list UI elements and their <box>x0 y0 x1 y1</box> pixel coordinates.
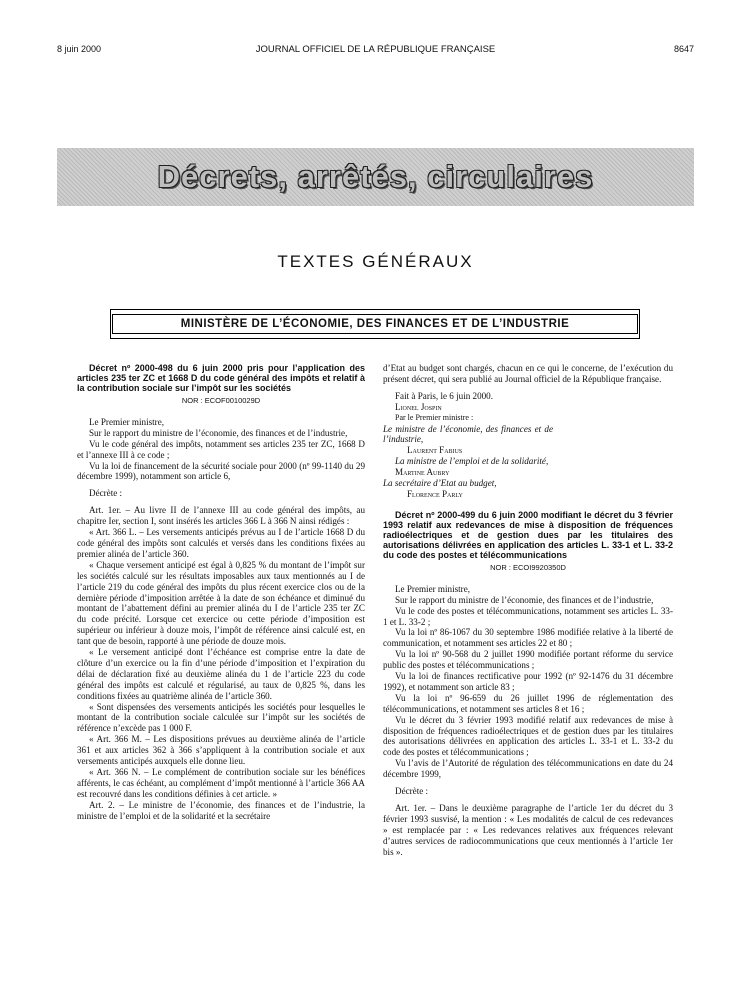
min-eco-title: Le ministre de l’économie, des finances et de l’industrie, <box>383 423 553 445</box>
sec-budget-title: La secrétaire d’Etat au budget, <box>383 478 497 489</box>
decree1-decrete: Décrète : <box>89 488 123 499</box>
decree1-article: Art. 1er. – Au livre II de l’annexe III au code général des impôts, au chapitre Ier, section I, sont insérés les articles 366 L à 366 N ainsi rédigés : <box>77 505 365 527</box>
decree2-nor: NOR : ECOI9920350D <box>490 562 566 572</box>
decree1-para: « Art. 366 M. – Les dispositions prévues au deuxième alinéa de l’article 361 et aux articles 362 à 366 s’appliquent à la contribution sociale et aux versements anticipés auxquels elle donne lieu. <box>77 734 365 767</box>
decree2-article: Art. 1er. – Dans le deuxième paragraphe de l’article 1er du décret du 3 février 1993 susvisé, la mention : « Les modalités de calcul de ces redevances » est remplacée par : « Les redevances relatives aux fréquences relevant d’autres services de radiocommunications que ceux mentionnés à l’article 1er bis ». <box>383 803 673 857</box>
min-emploi-name: Martine Aubry <box>395 467 450 478</box>
decree2-para: Le Premier ministre, <box>395 583 471 594</box>
ministry-name: MINISTÈRE DE L’ÉCONOMIE, DES FINANCES ET DE L’INDUSTRIE <box>112 314 638 334</box>
decree1-para: Le Premier ministre, <box>89 416 165 427</box>
section-banner <box>57 148 694 206</box>
right-column <box>383 363 673 858</box>
decree1-continuation: d’Etat au budget sont chargés, chacun en ce qui le concerne, de l’exécution du présent décret, qui sera publié au Journal officiel de la République française. <box>383 363 673 384</box>
decree1-done: Fait à Paris, le 6 juin 2000. <box>395 390 494 401</box>
decree1-para: Vu la loi de financement de la sécurité sociale pour 2000 (nº 99-1140 du 29 décembre 1999), notamment son article 6, <box>77 460 365 482</box>
decree2-para: Vu le code des postes et télécommunications, notamment ses articles L. 33-1 et L. 33-2 ; <box>383 605 673 627</box>
decree1-para: Sur le rapport du ministre de l’économie, des finances et de l’industrie, <box>89 427 348 438</box>
decree2-para: Vu la loi nº 86-1067 du 30 septembre 1986 modifiée relative à la liberté de communication, et notamment ses articles 22 et 80 ; <box>383 627 673 649</box>
decree1-para: Vu le code général des impôts, notamment ses articles 235 ter ZC, 1668 D et l’annexe III à ce code ; <box>77 438 365 460</box>
decree1-para: « Art. 366 L. – Les versements anticipés prévus au I de l’article 1668 D du code général des impôts sont calculés et versés dans les conditions fixées au premier alinéa de l’article 360. <box>77 527 365 559</box>
ministry-box <box>110 309 640 339</box>
header-journal-title: JOURNAL OFFICIEL DE LA RÉPUBLIQUE FRANÇAISE <box>255 44 496 55</box>
decree2-para: Vu la loi nº 96-659 du 26 juillet 1996 de réglementation des télécommunications, et notamment ses articles 8 et 16 ; <box>383 692 673 714</box>
left-column <box>77 363 365 822</box>
decree1-para: « Le versement anticipé dont l’échéance est comprise entre la date de clôture d’un exercice ou la fin d’une période d’imposition et l’expiration du délai de déclaration fixé au deuxième alinéa du 1 de l’article 223 du code général des impôts est calculé et régularisé, au taux de 0,825 %, dans les conditions fixées au quatrième alinéa de l’article 360. <box>77 647 365 701</box>
header-date: 8 juin 2000 <box>57 44 102 54</box>
decree2-decrete: Décrète : <box>395 786 429 797</box>
banner-title: Décrets, arrêtés, circulaires <box>157 159 594 194</box>
decree2-para: Vu l’avis de l’Autorité de régulation des télécommunications en date du 24 décembre 1999, <box>383 758 673 780</box>
by-pm-label: Par le Premier ministre : <box>395 412 474 422</box>
header-page-number: 8647 <box>673 44 694 54</box>
signatory-pm: Lionel Jospin <box>395 401 442 412</box>
sec-budget-name: Florence Parly <box>407 488 463 499</box>
section-title: TEXTES GÉNÉRAUX <box>277 252 474 271</box>
decree1-title: Décret nº 2000-498 du 6 juin 2000 pris pour l’application des articles 235 ter ZC et 1668 D du code général des impôts et relatif à la contribution sociale sur l’impôt sur les sociétés <box>77 363 365 393</box>
decree1-nor: NOR : ECOF0010029D <box>181 396 261 405</box>
decree1-para: « Art. 366 N. – Le complément de contribution sociale sur les bénéfices afférents, le cas échéant, au complément d’impôt mentionné à l’article 366 AA est recouvré dans les conditions définies à cet article. » <box>77 767 365 799</box>
min-eco-name: Laurent Fabius <box>407 445 463 456</box>
decree1-para: « Sont dispensées des versements anticipés les sociétés pour lesquelles le montant de la contribution sociale calculée sur l’impôt sur les sociétés de référence n’excède pas 1 000 F. <box>77 701 365 734</box>
decree1-para: « Chaque versement anticipé est égal à 0,825 % du montant de l’impôt sur les sociétés calculé sur les résultats imposables aux taux mentionnés au I de l’article 219 du code général des impôts du plus récent exercice clos ou de la dernière période d’imposition arrêtée à la date de son échéance et diminué du montant de l’abattement défini au premier alinéa du I de l’article 235 ter ZC du code précité. Lorsque cet exercice ou cette période d’imposition est supérieur ou inférieur à douze mois, l’impôt de référence ainsi calculé est, en tant que de besoin, rapporté à une période de douze mois. <box>77 559 365 647</box>
decree2-title: Décret nº 2000-499 du 6 juin 2000 modifiant le décret du 3 février 1993 relatif aux redevances de mise à disposition de fréquences radioélectriques et de gestion dues par les titulaires des autorisations délivrées en application des articles L. 33-1 et L. 33-2 du code des postes et télécommunications <box>383 509 673 560</box>
decree2-para: Sur le rapport du ministre de l’économie, des finances et de l’industrie, <box>395 594 654 605</box>
min-emploi-title: La ministre de l’emploi et de la solidarité, <box>395 456 549 467</box>
decree2-para: Vu le décret du 3 février 1993 modifié relatif aux redevances de mise à disposition de fréquences radioélectriques et de gestion dues par les titulaires des autorisations délivrées en application des articles L. 33-1 et L. 33-2 du code des postes et télécommunications ; <box>383 714 673 758</box>
decree2-para: Vu la loi nº 90-568 du 2 juillet 1990 modifiée portant réforme du service public des postes et télécommunications ; <box>383 649 673 671</box>
decree2-para: Vu la loi de finances rectificative pour 1992 (nº 92-1476 du 31 décembre 1992), et notamment son article 83 ; <box>383 671 673 692</box>
decree1-article: Art. 2. – Le ministre de l’économie, des finances et de l’industrie, la ministre de l’emploi et de la solidarité et la secrétaire <box>77 799 365 821</box>
